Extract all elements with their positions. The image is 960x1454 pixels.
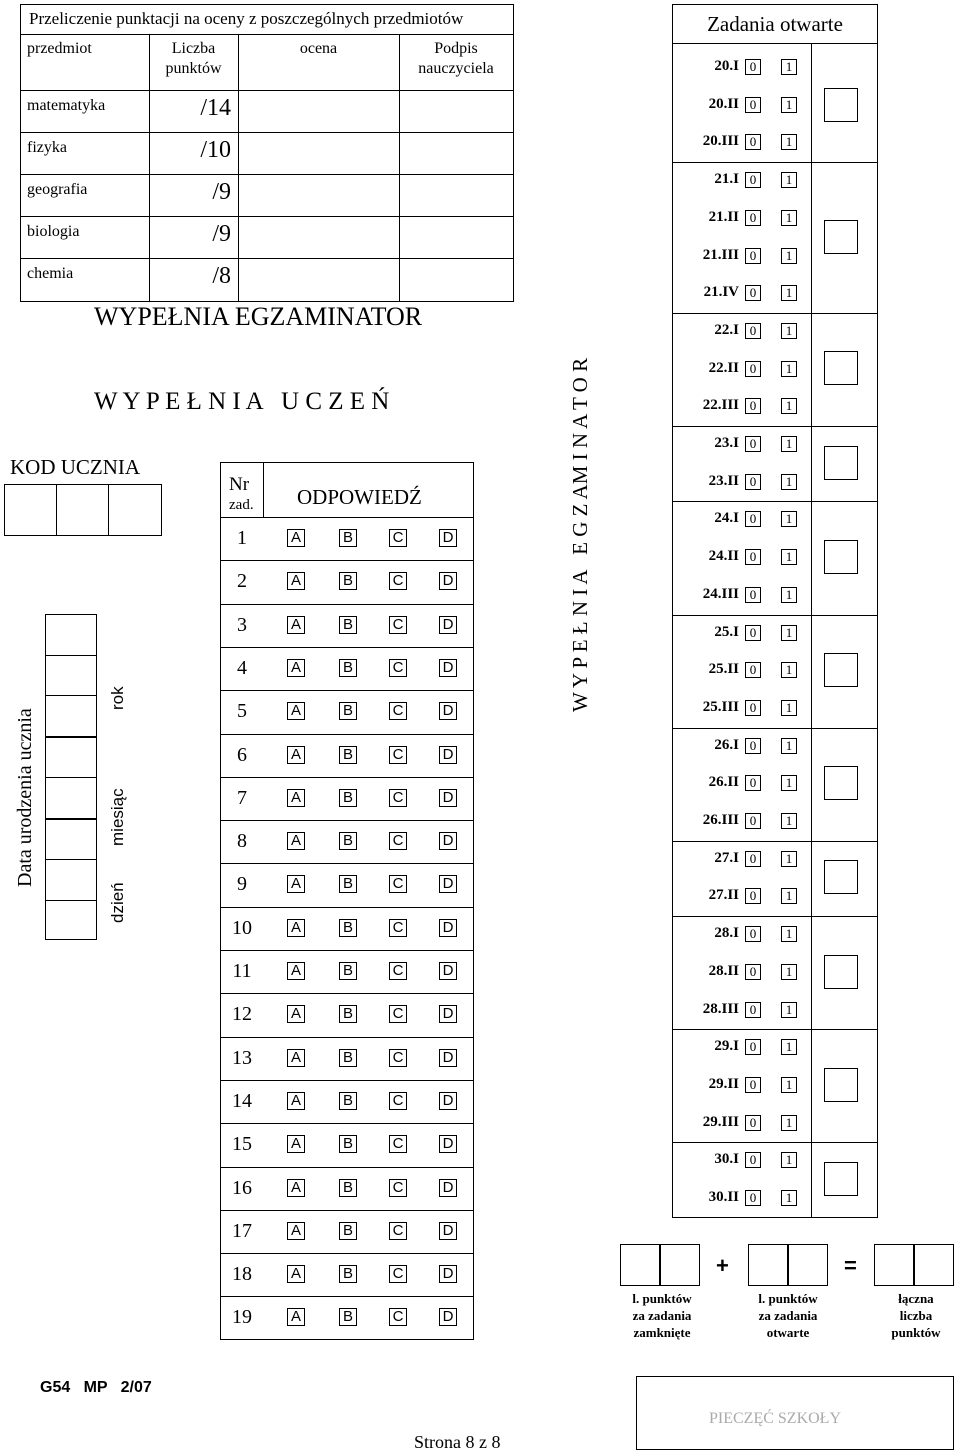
answer-option-checkbox[interactable]: C <box>389 875 407 893</box>
score-option-0[interactable]: 0 <box>745 888 761 904</box>
total-points-cell-1[interactable] <box>874 1244 914 1286</box>
grade-row-subject: geografia <box>27 181 88 198</box>
answer-option-checkbox[interactable]: C <box>389 789 407 807</box>
answer-number: 7 <box>237 786 247 809</box>
score-option-1[interactable]: 1 <box>781 549 797 565</box>
answer-option-checkbox[interactable]: C <box>389 616 407 634</box>
score-option-1[interactable]: 1 <box>781 134 797 150</box>
answer-row <box>221 1167 473 1211</box>
answer-option-checkbox[interactable]: D <box>439 1135 457 1153</box>
score-option-1[interactable]: 1 <box>781 964 797 980</box>
score-option-1[interactable]: 1 <box>781 1039 797 1055</box>
grade-row-max-points: /10 <box>200 137 231 163</box>
open-task-label: 21.I <box>714 171 739 188</box>
answer-option-checkbox[interactable]: D <box>439 1308 457 1326</box>
answer-option-checkbox[interactable]: D <box>439 875 457 893</box>
answer-number: 2 <box>237 570 247 593</box>
open-task-label: 24.II <box>708 548 739 565</box>
open-task-row <box>673 615 877 653</box>
grade-row-max-points: /9 <box>212 179 231 205</box>
student-code-field[interactable] <box>4 484 162 536</box>
open-task-row <box>673 162 877 200</box>
answer-option-checkbox[interactable]: D <box>439 919 457 937</box>
birth-date-label: Data urodzenia ucznia <box>14 708 36 887</box>
answer-option-checkbox[interactable]: D <box>439 1005 457 1023</box>
answer-option-checkbox[interactable]: B <box>339 1049 357 1067</box>
answer-option-checkbox[interactable]: B <box>339 1222 357 1240</box>
answer-number: 16 <box>232 1176 252 1199</box>
answer-row <box>221 907 473 951</box>
score-option-0[interactable]: 0 <box>745 1115 761 1131</box>
score-option-1[interactable]: 1 <box>781 511 797 527</box>
answer-row <box>221 1210 473 1254</box>
score-option-0[interactable]: 0 <box>745 926 761 942</box>
closed-points-cell-1[interactable] <box>620 1244 660 1286</box>
open-task-label: 25.I <box>714 623 739 640</box>
answer-option-checkbox[interactable]: C <box>389 1049 407 1067</box>
answer-option-checkbox[interactable]: B <box>339 789 357 807</box>
open-task-label: 25.III <box>702 698 739 715</box>
answer-option-checkbox[interactable]: C <box>389 1222 407 1240</box>
answer-number: 13 <box>232 1046 252 1069</box>
open-task-label: 23.II <box>708 472 739 489</box>
score-option-0[interactable]: 0 <box>745 97 761 113</box>
answer-row <box>221 777 473 821</box>
answer-option-checkbox[interactable]: A <box>287 1308 305 1326</box>
open-task-label: 27.II <box>708 887 739 904</box>
task-score-box[interactable] <box>824 1162 858 1196</box>
plus-sign: + <box>716 1253 729 1278</box>
score-option-1[interactable]: 1 <box>781 474 797 490</box>
open-task-row <box>673 728 877 766</box>
score-option-0[interactable]: 0 <box>745 1039 761 1055</box>
open-task-row <box>673 916 877 954</box>
score-option-1[interactable]: 1 <box>781 662 797 678</box>
answer-option-checkbox[interactable]: C <box>389 702 407 720</box>
score-option-0[interactable]: 0 <box>745 1190 761 1206</box>
open-task-label: 22.II <box>708 359 739 376</box>
open-task-label: 28.III <box>702 1000 739 1017</box>
answer-option-checkbox[interactable]: A <box>287 1049 305 1067</box>
task-score-box[interactable] <box>824 955 858 989</box>
score-option-0[interactable]: 0 <box>745 59 761 75</box>
score-option-1[interactable]: 1 <box>781 285 797 301</box>
score-option-0[interactable]: 0 <box>745 398 761 414</box>
examiner-section-label: WYPEŁNIA EGZAMINATOR <box>94 302 423 331</box>
score-option-1[interactable]: 1 <box>781 172 797 188</box>
open-task-row <box>673 690 877 728</box>
answer-option-checkbox[interactable]: A <box>287 746 305 764</box>
score-option-0[interactable]: 0 <box>745 1077 761 1093</box>
score-option-1[interactable]: 1 <box>781 625 797 641</box>
score-option-0[interactable]: 0 <box>745 1152 761 1168</box>
answer-option-checkbox[interactable]: C <box>389 572 407 590</box>
answer-option-checkbox[interactable]: D <box>439 1092 457 1110</box>
answer-option-checkbox[interactable]: A <box>287 962 305 980</box>
open-task-label: 21.IV <box>703 284 739 301</box>
open-task-row <box>673 1029 877 1067</box>
score-option-1[interactable]: 1 <box>781 738 797 754</box>
score-option-0[interactable]: 0 <box>745 474 761 490</box>
answer-number: 3 <box>237 613 247 636</box>
score-option-1[interactable]: 1 <box>781 851 797 867</box>
answer-number: 18 <box>232 1263 252 1286</box>
student-code-label: KOD UCZNIA <box>10 455 141 479</box>
open-task-row <box>673 275 877 313</box>
answer-number: 14 <box>232 1089 252 1112</box>
open-task-label: 29.I <box>714 1038 739 1055</box>
score-option-0[interactable]: 0 <box>745 511 761 527</box>
open-task-label: 22.III <box>702 397 739 414</box>
score-option-1[interactable]: 1 <box>781 1190 797 1206</box>
answer-option-checkbox[interactable]: B <box>339 875 357 893</box>
answer-option-checkbox[interactable]: C <box>389 1092 407 1110</box>
score-option-1[interactable]: 1 <box>781 813 797 829</box>
answer-col-nr: Nr zad. <box>229 474 254 513</box>
answer-option-checkbox[interactable]: A <box>287 1265 305 1283</box>
open-task-row <box>673 803 877 841</box>
answer-option-checkbox[interactable]: C <box>389 659 407 677</box>
answer-option-checkbox[interactable]: A <box>287 1135 305 1153</box>
score-option-1[interactable]: 1 <box>781 1152 797 1168</box>
header-subject: przedmiot <box>27 40 92 57</box>
open-task-label: 26.III <box>702 812 739 828</box>
answer-option-checkbox[interactable]: C <box>389 832 407 850</box>
grade-row-subject: fizyka <box>27 139 67 156</box>
score-option-0[interactable]: 0 <box>745 134 761 150</box>
open-task-label: 26.II <box>708 774 739 791</box>
answer-number: 17 <box>232 1219 252 1242</box>
open-tasks-table <box>672 4 878 1218</box>
answer-option-checkbox[interactable]: A <box>287 789 305 807</box>
answer-number: 4 <box>237 656 247 679</box>
answer-number: 11 <box>232 960 252 982</box>
birth-day-label: dzień <box>108 882 127 923</box>
open-task-label: 20.I <box>714 58 739 74</box>
answer-option-checkbox[interactable]: D <box>439 1222 457 1240</box>
answer-row <box>221 863 473 907</box>
birth-month-label: miesiąc <box>108 788 127 846</box>
open-task-label: 26.I <box>714 736 739 753</box>
grade-row-max-points: /9 <box>212 221 231 247</box>
school-stamp-box <box>636 1376 954 1450</box>
answer-option-checkbox[interactable]: A <box>287 529 305 547</box>
open-task-label: 24.III <box>702 585 739 602</box>
page-number: Strona 8 z 8 <box>414 1432 501 1452</box>
score-option-0[interactable]: 0 <box>745 361 761 377</box>
score-option-0[interactable]: 0 <box>745 210 761 226</box>
score-option-1[interactable]: 1 <box>781 398 797 414</box>
answer-number: 8 <box>237 830 247 853</box>
answer-option-checkbox[interactable]: D <box>439 1049 457 1067</box>
student-section-label: W Y P E Ł N I A U C Z E Ń <box>94 388 390 415</box>
answer-option-checkbox[interactable]: D <box>439 832 457 850</box>
answer-option-checkbox[interactable]: C <box>389 1308 407 1326</box>
answer-option-checkbox[interactable]: C <box>389 1265 407 1283</box>
examiner-vertical-label: W Y P E Ł N I A E G Z AM I N A T O R <box>568 357 592 712</box>
answer-number: 9 <box>237 873 247 896</box>
answer-option-checkbox[interactable]: B <box>339 1005 357 1023</box>
open-task-row <box>673 124 877 162</box>
total-points-cell-2[interactable] <box>914 1244 954 1286</box>
answer-option-checkbox[interactable]: B <box>339 1179 357 1197</box>
score-option-1[interactable]: 1 <box>781 210 797 226</box>
open-tasks-title: Zadania otwarte <box>673 5 877 44</box>
score-option-0[interactable]: 0 <box>745 1002 761 1018</box>
birth-date-field[interactable] <box>45 614 97 940</box>
answer-number: 12 <box>232 1003 252 1026</box>
answer-row <box>221 734 473 778</box>
open-task-label: 27.I <box>714 849 739 866</box>
answer-option-checkbox[interactable]: D <box>439 1265 457 1283</box>
answer-row <box>221 820 473 864</box>
answer-option-checkbox[interactable]: D <box>439 702 457 720</box>
answer-option-checkbox[interactable]: B <box>339 572 357 590</box>
grade-row-subject: matematyka <box>27 97 106 114</box>
answer-number: 5 <box>237 700 247 723</box>
score-option-1[interactable]: 1 <box>781 1002 797 1018</box>
answer-option-checkbox[interactable]: D <box>439 616 457 634</box>
answer-option-checkbox[interactable]: D <box>439 1179 457 1197</box>
answer-table <box>220 462 474 1340</box>
answer-row <box>221 560 473 604</box>
task-score-box[interactable] <box>824 351 858 385</box>
answer-option-checkbox[interactable]: C <box>389 1005 407 1023</box>
open-task-label: 21.III <box>702 246 739 263</box>
answer-option-checkbox[interactable]: B <box>339 1092 357 1110</box>
answer-option-checkbox[interactable]: D <box>439 659 457 677</box>
answer-option-checkbox[interactable]: C <box>389 746 407 764</box>
answer-option-checkbox[interactable]: A <box>287 919 305 937</box>
score-option-0[interactable]: 0 <box>745 248 761 264</box>
answer-option-checkbox[interactable]: A <box>287 616 305 634</box>
score-option-1[interactable]: 1 <box>781 323 797 339</box>
score-option-1[interactable]: 1 <box>781 361 797 377</box>
answer-row <box>221 950 473 994</box>
answer-option-checkbox[interactable]: B <box>339 962 357 980</box>
answer-row <box>221 1253 473 1297</box>
open-task-row <box>673 1105 877 1143</box>
score-option-0[interactable]: 0 <box>745 436 761 452</box>
answer-option-checkbox[interactable]: B <box>339 529 357 547</box>
score-option-1[interactable]: 1 <box>781 97 797 113</box>
task-score-box[interactable] <box>824 860 858 894</box>
score-option-1[interactable]: 1 <box>781 700 797 716</box>
answer-option-checkbox[interactable]: C <box>389 1179 407 1197</box>
score-option-1[interactable]: 1 <box>781 888 797 904</box>
open-task-label: 20.II <box>708 95 739 112</box>
open-points-label: l. punktów za zadania otwarte <box>758 1291 818 1340</box>
task-score-box[interactable] <box>824 540 858 574</box>
answer-option-checkbox[interactable]: A <box>287 832 305 850</box>
score-option-1[interactable]: 1 <box>781 775 797 791</box>
answer-row <box>221 993 473 1037</box>
header-points: Liczba punktów <box>165 40 222 77</box>
score-option-0[interactable]: 0 <box>745 285 761 301</box>
answer-row <box>221 1080 473 1124</box>
header-signature: Podpis nauczyciela <box>418 40 494 77</box>
open-task-label: 23.I <box>714 435 739 451</box>
answer-option-checkbox[interactable]: B <box>339 1308 357 1326</box>
score-option-0[interactable]: 0 <box>745 700 761 716</box>
score-option-0[interactable]: 0 <box>745 323 761 339</box>
open-task-label: 28.II <box>708 962 739 979</box>
answer-number: 15 <box>232 1133 252 1156</box>
answer-number: 10 <box>232 916 252 939</box>
answer-col-header: ODPOWIEDŹ <box>297 485 422 509</box>
answer-option-checkbox[interactable]: A <box>287 1092 305 1110</box>
answer-row <box>221 647 473 691</box>
answer-option-checkbox[interactable]: D <box>439 789 457 807</box>
answer-option-checkbox[interactable]: B <box>339 746 357 764</box>
answer-option-checkbox[interactable]: A <box>287 1222 305 1240</box>
answer-option-checkbox[interactable]: B <box>339 919 357 937</box>
answer-number: 6 <box>237 743 247 766</box>
score-option-0[interactable]: 0 <box>745 813 761 829</box>
open-task-row <box>673 577 877 615</box>
score-option-0[interactable]: 0 <box>745 662 761 678</box>
answer-option-checkbox[interactable]: C <box>389 962 407 980</box>
task-score-box[interactable] <box>824 220 858 254</box>
answer-row <box>221 1123 473 1167</box>
score-option-0[interactable]: 0 <box>745 851 761 867</box>
form-code: G54 MP 2/07 <box>40 1379 152 1396</box>
total-points-label: łączna liczba punktów <box>891 1291 941 1340</box>
answer-option-checkbox[interactable]: A <box>287 1005 305 1023</box>
open-task-label: 20.III <box>702 133 739 150</box>
open-task-row <box>673 501 877 539</box>
open-task-row <box>673 313 877 351</box>
grade-row-max-points: /14 <box>200 95 231 121</box>
grade-row-subject: biologia <box>27 223 80 240</box>
score-option-1[interactable]: 1 <box>781 59 797 75</box>
score-option-0[interactable]: 0 <box>745 172 761 188</box>
answer-number: 1 <box>237 527 247 549</box>
answer-row <box>221 604 473 648</box>
score-option-0[interactable]: 0 <box>745 964 761 980</box>
score-option-0[interactable]: 0 <box>745 738 761 754</box>
open-points-cell-2[interactable] <box>788 1244 828 1286</box>
closed-points-cell-2[interactable] <box>660 1244 700 1286</box>
answer-option-checkbox[interactable]: B <box>339 702 357 720</box>
answer-option-checkbox[interactable]: D <box>439 529 457 547</box>
score-option-0[interactable]: 0 <box>745 587 761 603</box>
open-task-label: 22.I <box>714 321 739 338</box>
answer-option-checkbox[interactable]: D <box>439 962 457 980</box>
open-task-label: 25.II <box>708 661 739 678</box>
answer-option-checkbox[interactable]: C <box>389 529 407 547</box>
answer-option-checkbox[interactable]: B <box>339 616 357 634</box>
task-score-box[interactable] <box>824 446 858 480</box>
answer-option-checkbox[interactable]: A <box>287 875 305 893</box>
answer-row <box>221 1037 473 1081</box>
task-score-box[interactable] <box>824 88 858 122</box>
open-task-label: 29.III <box>702 1113 739 1130</box>
answer-option-checkbox[interactable]: A <box>287 1179 305 1197</box>
open-task-label: 30.I <box>714 1151 739 1168</box>
score-option-1[interactable]: 1 <box>781 248 797 264</box>
open-task-row <box>673 992 877 1030</box>
answer-option-checkbox[interactable]: C <box>389 1135 407 1153</box>
answer-option-checkbox[interactable]: B <box>339 1265 357 1283</box>
answer-row <box>221 517 473 561</box>
task-score-box[interactable] <box>824 653 858 687</box>
answer-option-checkbox[interactable]: D <box>439 746 457 764</box>
equals-sign: = <box>844 1253 857 1278</box>
open-task-label: 24.I <box>714 510 739 527</box>
score-option-1[interactable]: 1 <box>781 436 797 452</box>
open-task-row <box>673 49 877 87</box>
score-option-1[interactable]: 1 <box>781 926 797 942</box>
score-option-1[interactable]: 1 <box>781 1115 797 1131</box>
open-task-row <box>673 388 877 426</box>
answer-option-checkbox[interactable]: D <box>439 572 457 590</box>
task-score-box[interactable] <box>824 1068 858 1102</box>
answer-option-checkbox[interactable]: B <box>339 832 357 850</box>
score-option-0[interactable]: 0 <box>745 549 761 565</box>
grade-conversion-table <box>20 4 514 302</box>
grade-table-title: Przeliczenie punktacji na oceny z poszczególnych przedmiotów <box>21 5 513 35</box>
task-score-box[interactable] <box>824 766 858 800</box>
answer-row <box>221 1296 473 1340</box>
open-task-label: 28.I <box>714 925 739 942</box>
open-task-label: 30.II <box>708 1189 739 1205</box>
open-points-cell-1[interactable] <box>748 1244 788 1286</box>
open-task-label: 29.II <box>708 1075 739 1092</box>
open-task-label: 21.II <box>708 208 739 225</box>
score-option-0[interactable]: 0 <box>745 775 761 791</box>
score-option-1[interactable]: 1 <box>781 1077 797 1093</box>
answer-option-checkbox[interactable]: C <box>389 919 407 937</box>
birth-year-label: rok <box>108 686 127 710</box>
school-stamp-label: PIECZĘĆ SZKOŁY <box>709 1410 841 1427</box>
grade-row-max-points: /8 <box>212 263 231 289</box>
grade-row-subject: chemia <box>27 265 74 282</box>
answer-option-checkbox[interactable]: A <box>287 702 305 720</box>
answer-option-checkbox[interactable]: B <box>339 659 357 677</box>
answer-option-checkbox[interactable]: B <box>339 1135 357 1153</box>
answer-number: 19 <box>232 1306 252 1329</box>
header-grade: ocena <box>299 40 338 57</box>
closed-points-label: l. punktów za zadania zamknięte <box>632 1291 692 1340</box>
answer-option-checkbox[interactable]: A <box>287 572 305 590</box>
answer-option-checkbox[interactable]: A <box>287 659 305 677</box>
score-option-0[interactable]: 0 <box>745 625 761 641</box>
answer-row <box>221 690 473 734</box>
score-option-1[interactable]: 1 <box>781 587 797 603</box>
